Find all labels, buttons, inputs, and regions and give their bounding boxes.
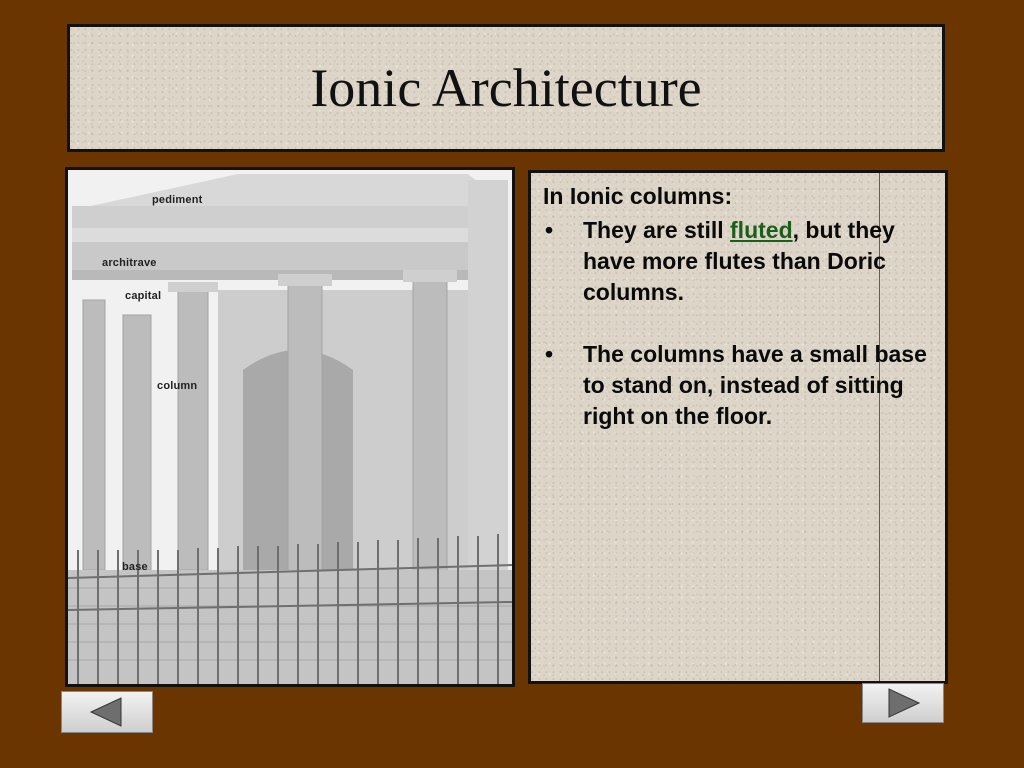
label-capital: capital — [125, 290, 162, 302]
temple-illustration — [68, 170, 512, 684]
next-slide-button[interactable] — [862, 683, 944, 723]
bullet-marker: • — [545, 341, 554, 367]
previous-slide-button[interactable] — [61, 691, 153, 733]
intro-text: In Ionic columns: — [543, 183, 733, 209]
bullet-text-prefix: They are still — [583, 217, 731, 243]
label-architrave: architrave — [102, 257, 157, 269]
title-panel — [67, 24, 945, 152]
triangle-left-icon — [87, 696, 127, 728]
list-item — [543, 215, 933, 308]
temple-photo — [65, 167, 515, 687]
bullet-list — [543, 215, 933, 432]
list-item — [543, 339, 933, 432]
triangle-right-icon — [883, 687, 923, 719]
label-column: column — [157, 380, 198, 392]
fluted-link[interactable]: fluted — [730, 217, 793, 243]
bullet-marker: • — [545, 217, 554, 243]
bullet-text-suffix: , but they have more flutes than Doric columns. — [583, 217, 895, 305]
content-panel — [528, 170, 948, 684]
bullet-text: The columns have a small base to stand on, instead of sitting right on the floor. — [583, 341, 927, 429]
label-base: base — [122, 561, 148, 573]
label-pediment: pediment — [152, 194, 203, 206]
slide-title: Ionic Architecture — [310, 58, 702, 118]
